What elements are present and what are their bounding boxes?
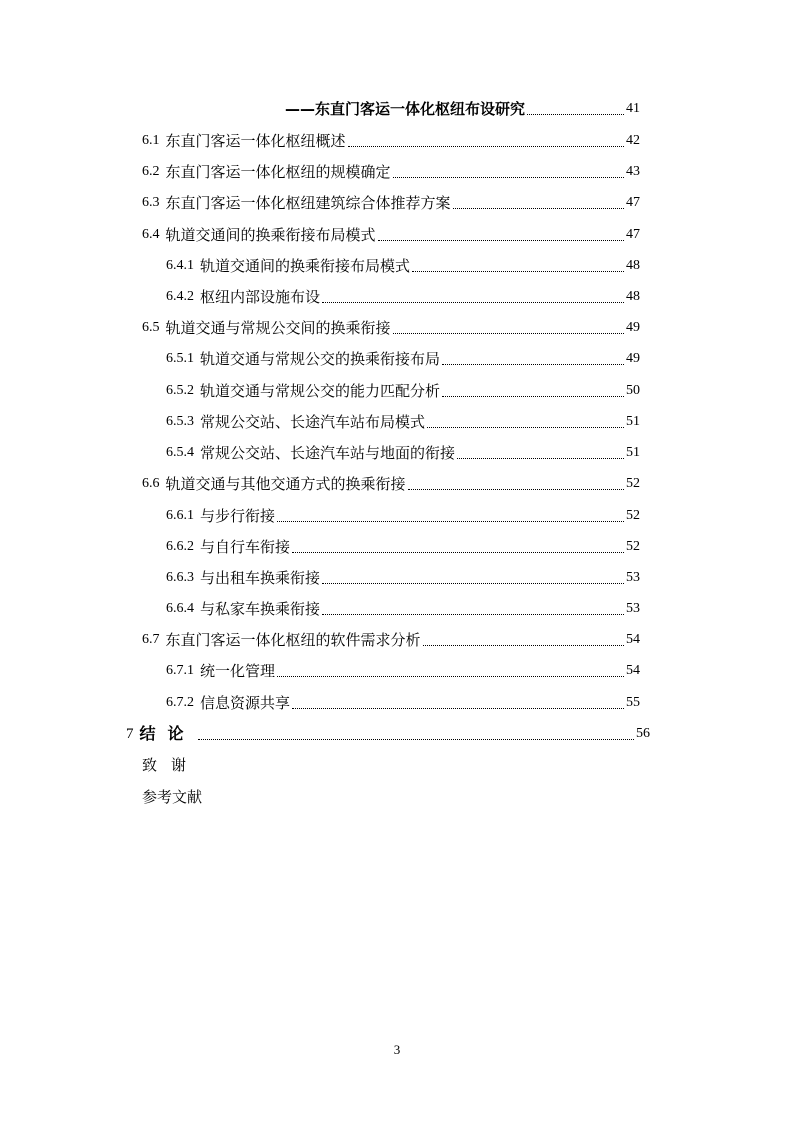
- toc-entry-6-5[interactable]: [142, 317, 640, 339]
- toc-entry-number: 6.3: [142, 195, 160, 210]
- toc-entry-6-4-1[interactable]: [166, 255, 640, 277]
- toc-entry-page: 50: [626, 383, 640, 398]
- toc-entry-label: 轨道交通间的换乘衔接布局模式: [200, 257, 411, 275]
- toc-entry-page: 48: [626, 258, 640, 273]
- toc-entry-6-7-1[interactable]: [166, 660, 640, 682]
- toc-entry-label: 统一化管理: [200, 662, 276, 680]
- toc-entry-page: 49: [626, 320, 640, 335]
- toc-entry-number: 6.5.3: [166, 414, 194, 429]
- toc-entry-6-5-3[interactable]: [166, 411, 640, 433]
- toc-entry-number: 6.5.1: [166, 351, 194, 366]
- dot-leader: [322, 583, 624, 584]
- dot-leader: [412, 271, 624, 272]
- dot-leader: [277, 521, 624, 522]
- toc-entry-number: 6.5: [142, 320, 160, 335]
- dot-leader: [292, 708, 624, 709]
- toc-entry-6-5-2[interactable]: [166, 380, 640, 402]
- toc-entry-label: 东直门客运一体化枢纽概述: [165, 132, 346, 150]
- toc-entry-page: 41: [626, 101, 640, 116]
- dot-leader: [322, 302, 624, 303]
- toc-entry-6-7-2[interactable]: [166, 692, 640, 714]
- toc-entry-6-6[interactable]: [142, 473, 640, 495]
- toc-entry-label: 结论: [139, 724, 196, 743]
- dot-leader: [322, 614, 624, 615]
- toc-entry-label: 东直门客运一体化枢纽的软件需求分析: [165, 631, 421, 649]
- toc-entry-6-6-3[interactable]: [166, 567, 640, 589]
- toc-entry-label: 轨道交通与常规公交的换乘衔接布局: [200, 350, 441, 368]
- toc-entry-6-6-2[interactable]: [166, 536, 640, 558]
- toc-entry-page: 42: [626, 133, 640, 148]
- toc-entry-page: 52: [626, 476, 640, 491]
- toc-entry-label: 与私家车换乘衔接: [200, 600, 321, 618]
- toc-entry-label: 枢纽内部设施布设: [200, 288, 321, 306]
- toc-entry-number: 6.4.2: [166, 289, 194, 304]
- toc-entry-number: 6.6.3: [166, 570, 194, 585]
- toc-entry-page: 52: [626, 539, 640, 554]
- dot-leader: [277, 676, 624, 677]
- dot-leader: [393, 177, 624, 178]
- toc-entry-references[interactable]: 参考文献: [142, 788, 203, 806]
- dot-leader: [442, 396, 624, 397]
- dot-leader: [453, 208, 624, 209]
- toc-entry-label: 轨道交通与其他交通方式的换乘衔接: [165, 475, 406, 493]
- toc-entry-page: 47: [626, 195, 640, 210]
- toc-entry-6-5-1[interactable]: [166, 348, 640, 370]
- toc-entry-number: 6.7.2: [166, 695, 194, 710]
- toc-entry-number: 6.1: [142, 133, 160, 148]
- toc-entry-label: 与自行车衔接: [200, 538, 291, 556]
- toc-entry-6-2[interactable]: [142, 161, 640, 183]
- dot-leader: [427, 427, 624, 428]
- toc-entry-label: 与出租车换乘衔接: [200, 569, 321, 587]
- toc-entry-number: 6.7.1: [166, 663, 194, 678]
- toc-entry-label: 轨道交通间的换乘衔接布局模式: [165, 226, 376, 244]
- toc-entry-label: 轨道交通与常规公交的能力匹配分析: [200, 382, 441, 400]
- dot-leader: [442, 364, 624, 365]
- toc-entry-page: 52: [626, 508, 640, 523]
- toc-entry-number: 7: [126, 726, 134, 742]
- toc-entry-number: 6.7: [142, 632, 160, 647]
- toc-entry-7[interactable]: [126, 723, 650, 745]
- toc-entry-6-4-2[interactable]: [166, 286, 640, 308]
- toc-entry-6-5-4[interactable]: [166, 442, 640, 464]
- toc-entry-page: 53: [626, 570, 640, 585]
- toc-entry-number: 6.6.4: [166, 601, 194, 616]
- toc-entry-6-1[interactable]: [142, 130, 640, 152]
- toc-entry-number: 6.6.2: [166, 539, 194, 554]
- dot-leader: [378, 240, 624, 241]
- toc-entry-acknowledgement[interactable]: 致谢: [142, 756, 201, 774]
- toc-entry-label: 东直门客运一体化枢纽的规模确定: [165, 163, 391, 181]
- toc-entry-page: 54: [626, 663, 640, 678]
- toc-entry-label: 与步行衔接: [200, 507, 276, 525]
- toc-entry-number: 6.5.4: [166, 445, 194, 460]
- toc-entry-label: 常规公交站、长途汽车站布局模式: [200, 413, 426, 431]
- toc-entry-page: 43: [626, 164, 640, 179]
- toc-entry-label: 信息资源共享: [200, 694, 291, 712]
- toc-entry-page: 51: [626, 414, 640, 429]
- toc-entry-page: 48: [626, 289, 640, 304]
- toc-entry-6-6-4[interactable]: [166, 598, 640, 620]
- toc-entry-number: 6.4: [142, 227, 160, 242]
- toc-entry-page: 51: [626, 445, 640, 460]
- page-number: 3: [393, 1042, 401, 1057]
- dot-leader: [292, 552, 624, 553]
- toc-entry-number: 6.2: [142, 164, 160, 179]
- toc-entry-number: 6.4.1: [166, 258, 194, 273]
- toc-entry-page: 49: [626, 351, 640, 366]
- dot-leader: [393, 333, 624, 334]
- dot-leader: [348, 146, 624, 147]
- toc-entry-page: 47: [626, 227, 640, 242]
- dot-leader: [423, 645, 624, 646]
- toc-entry-label: ——东直门客运一体化枢纽布设研究: [285, 100, 526, 118]
- toc-entry-label: 轨道交通与常规公交间的换乘衔接: [165, 319, 391, 337]
- toc-entry-label: 常规公交站、长途汽车站与地面的衔接: [200, 444, 456, 462]
- toc-entry-number: 6.6: [142, 476, 160, 491]
- toc-entry-number: 6.5.2: [166, 383, 194, 398]
- toc-entry-6-4[interactable]: [142, 224, 640, 246]
- toc-entry-page: 56: [636, 726, 650, 741]
- toc-entry-page: 53: [626, 601, 640, 616]
- dot-leader: [457, 458, 624, 459]
- dot-leader: [527, 114, 624, 115]
- dot-leader: [408, 489, 624, 490]
- toc-entry-6-3[interactable]: [142, 192, 640, 214]
- dot-leader: [198, 739, 634, 740]
- toc-entry-number: 6.6.1: [166, 508, 194, 523]
- toc-entry-page: 54: [626, 632, 640, 647]
- toc-entry-6-7[interactable]: [142, 629, 640, 651]
- toc-entry-label: 东直门客运一体化枢纽建筑综合体推荐方案: [165, 194, 451, 212]
- toc-entry-page: 55: [626, 695, 640, 710]
- toc-entry-6-6-1[interactable]: [166, 505, 640, 527]
- toc-entry-subtitle[interactable]: [285, 98, 640, 120]
